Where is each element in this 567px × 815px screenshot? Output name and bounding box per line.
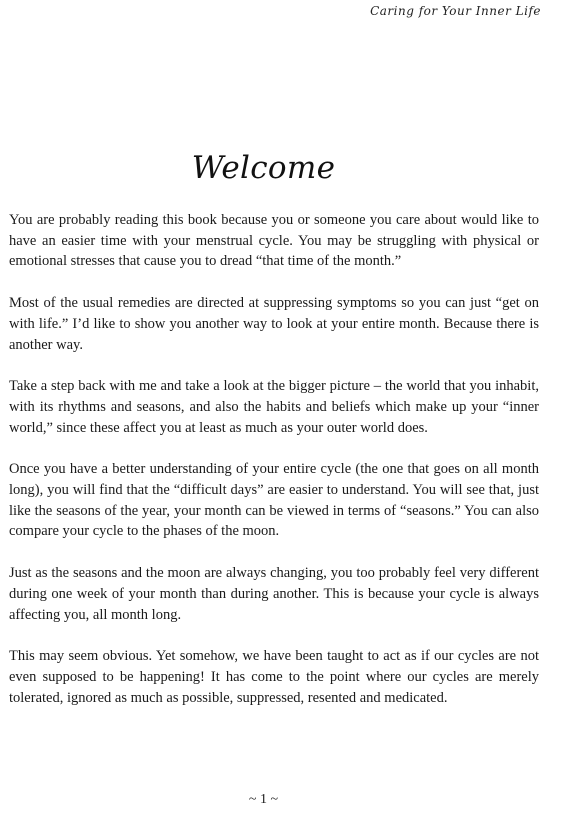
paragraph-2: Most of the usual remedies are directed at suppressing symptoms so you can just “get on with life.” I’d like to show you another way to look at your entire month. Because there is another way. xyxy=(9,295,539,353)
paragraph-5: Just as the seasons and the moon are always changing, you too probably feel very different during one week of your month than during another. This is because your cycle is always affecting you, all month long. xyxy=(9,565,539,623)
paragraph-1: You are probably reading this book because you or someone you care about would like to have an easier time with your menstrual cycle. You may be struggling with physical or emotional stresses that cause you to dread “that time of the month.” xyxy=(9,212,539,270)
body-text xyxy=(9,210,539,729)
chapter-title: Welcome xyxy=(191,150,336,186)
paragraph-3: Take a step back with me and take a look at the bigger picture – the world that you inhabit, with its rhythms and seasons, and also the habits and beliefs which make up your “inner world,” since these affect you at least as much as your outer world does. xyxy=(9,378,539,436)
paragraph-4: Once you have a better understanding of your entire cycle (the one that goes on all month long), you will find that the “difficult days” are easier to understand. You will see that, just like the seasons of the year, your month can be viewed in terms of “seasons.” You can also compare your cycle to the phases of the moon. xyxy=(9,461,539,540)
page-number: ~ 1 ~ xyxy=(248,792,279,807)
running-header: Caring for Your Inner Life xyxy=(370,4,541,18)
paragraph-6: This may seem obvious. Yet somehow, we have been taught to act as if our cycles are not even supposed to be happening! It has come to the point where our cycles are merely tolerated, ignored as much as possible, suppressed, resented and medicated. xyxy=(9,648,539,706)
